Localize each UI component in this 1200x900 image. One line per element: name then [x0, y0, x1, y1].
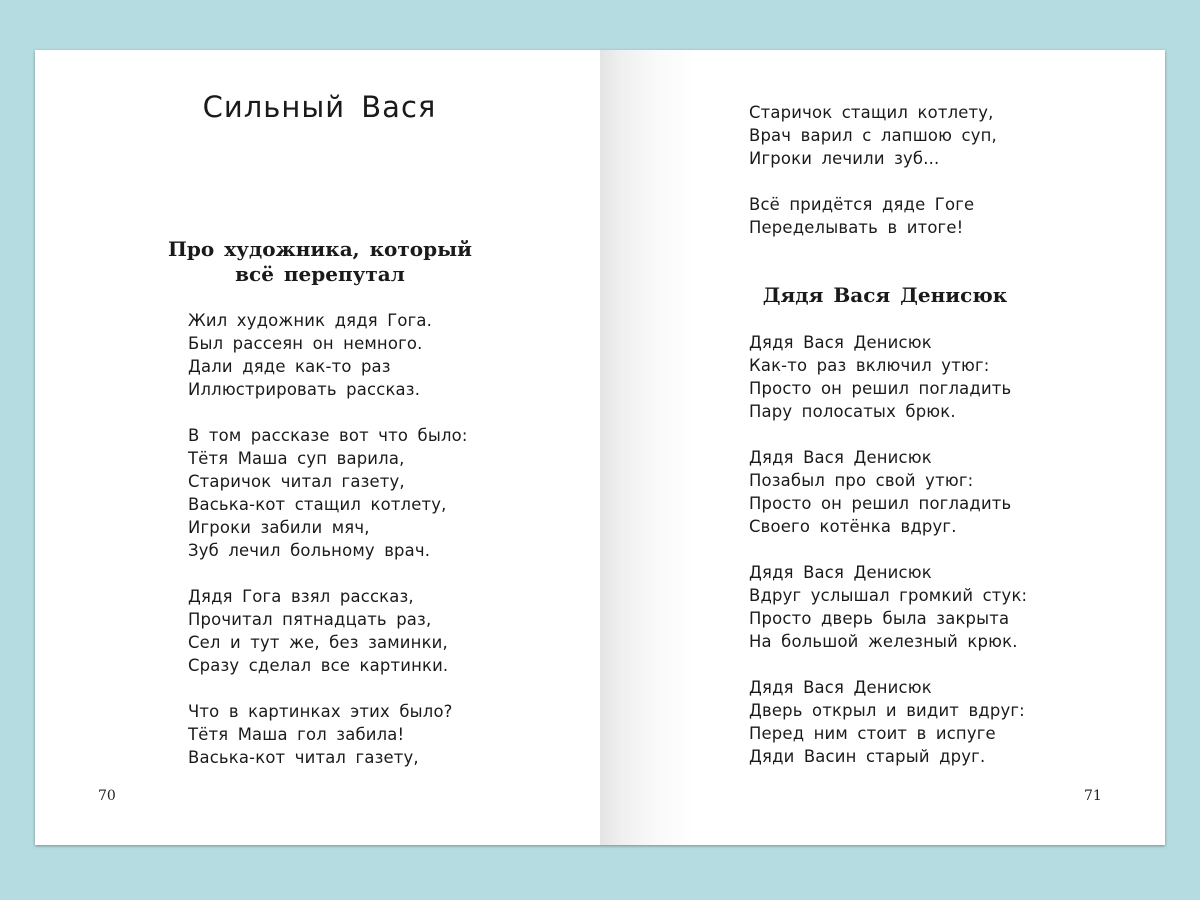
poem-title-line: всё перепутал	[235, 262, 405, 286]
verse-line: Перед ним стоит в испуге	[749, 724, 996, 743]
verse-line: Дядя Вася Денисюк	[749, 333, 932, 352]
book-spread	[35, 50, 1165, 845]
poem-title	[35, 237, 600, 287]
verse-line: Сел и тут же, без заминки,	[188, 633, 448, 652]
verse-line: Игроки забили мяч,	[188, 518, 370, 537]
verse-line: Зуб лечил больному врач.	[188, 541, 431, 560]
verse-line: Просто он решил погладить	[749, 379, 1012, 398]
verse-line: Иллюстрировать рассказ.	[188, 380, 421, 399]
stanza	[749, 561, 1027, 653]
page-number: 71	[1084, 788, 1102, 804]
verse-line: Прочитал пятнадцать раз,	[188, 610, 432, 629]
verse-line: Жил художник дядя Гога.	[188, 311, 433, 330]
poem-title: Дядя Вася Денисюк	[762, 283, 1008, 307]
left-page	[35, 50, 600, 845]
verse-line: Был рассеян он немного.	[188, 334, 423, 353]
verse-line: Тётя Маша гол забила!	[188, 725, 405, 744]
verse-line: Дядя Вася Денисюк	[749, 678, 932, 697]
stanza	[749, 331, 1011, 423]
poem-title-line: Про художника, который	[168, 237, 472, 261]
page-number: 70	[98, 788, 116, 804]
verse-line: Дверь открыл и видит вдруг:	[749, 701, 1025, 720]
verse-line: Дядя Гога взял рассказ,	[188, 587, 414, 606]
verse-line: Игроки лечили зуб...	[749, 149, 940, 168]
verse-line: Дали дяде как-то раз	[188, 357, 391, 376]
verse-line: Старичок читал газету,	[188, 472, 405, 491]
stanza	[749, 193, 974, 239]
verse-line: Переделывать в итоге!	[749, 218, 964, 237]
stanza	[188, 585, 448, 677]
verse-line: Просто он решил погладить	[749, 494, 1012, 513]
verse-line: Врач варил с лапшою суп,	[749, 126, 997, 145]
verse-line: Сразу сделал все картинки.	[188, 656, 449, 675]
verse-line: Тётя Маша суп варила,	[188, 449, 405, 468]
verse-line: Васька-кот стащил котлету,	[188, 495, 447, 514]
stanza	[188, 700, 453, 769]
stanza	[749, 676, 1025, 768]
verse-line: В том рассказе вот что было:	[188, 426, 468, 445]
verse-line: Своего котёнка вдруг.	[749, 517, 957, 536]
verse-line: Просто дверь была закрыта	[749, 609, 1010, 628]
verse-line: Дяди Васин старый друг.	[749, 747, 986, 766]
verse-line: Как-то раз включил утюг:	[749, 356, 990, 375]
verse-line: Вдруг услышал громкий стук:	[749, 586, 1028, 605]
stanza	[188, 424, 468, 562]
stanza	[749, 446, 1011, 538]
verse-line: Дядя Вася Денисюк	[749, 563, 932, 582]
chapter-title: Сильный Вася	[202, 90, 437, 124]
stanza	[188, 309, 432, 401]
verse-line: Васька-кот читал газету,	[188, 748, 419, 767]
verse-line: На большой железный крюк.	[749, 632, 1018, 651]
verse-line: Старичок стащил котлету,	[749, 103, 994, 122]
verse-line: Пару полосатых брюк.	[749, 402, 956, 421]
verse-line: Всё придётся дяде Гоге	[749, 195, 975, 214]
right-page	[600, 50, 1165, 845]
stanza	[749, 101, 997, 170]
verse-line: Что в картинках этих было?	[188, 702, 453, 721]
verse-line: Позабыл про свой утюг:	[749, 471, 974, 490]
verse-line: Дядя Вася Денисюк	[749, 448, 932, 467]
